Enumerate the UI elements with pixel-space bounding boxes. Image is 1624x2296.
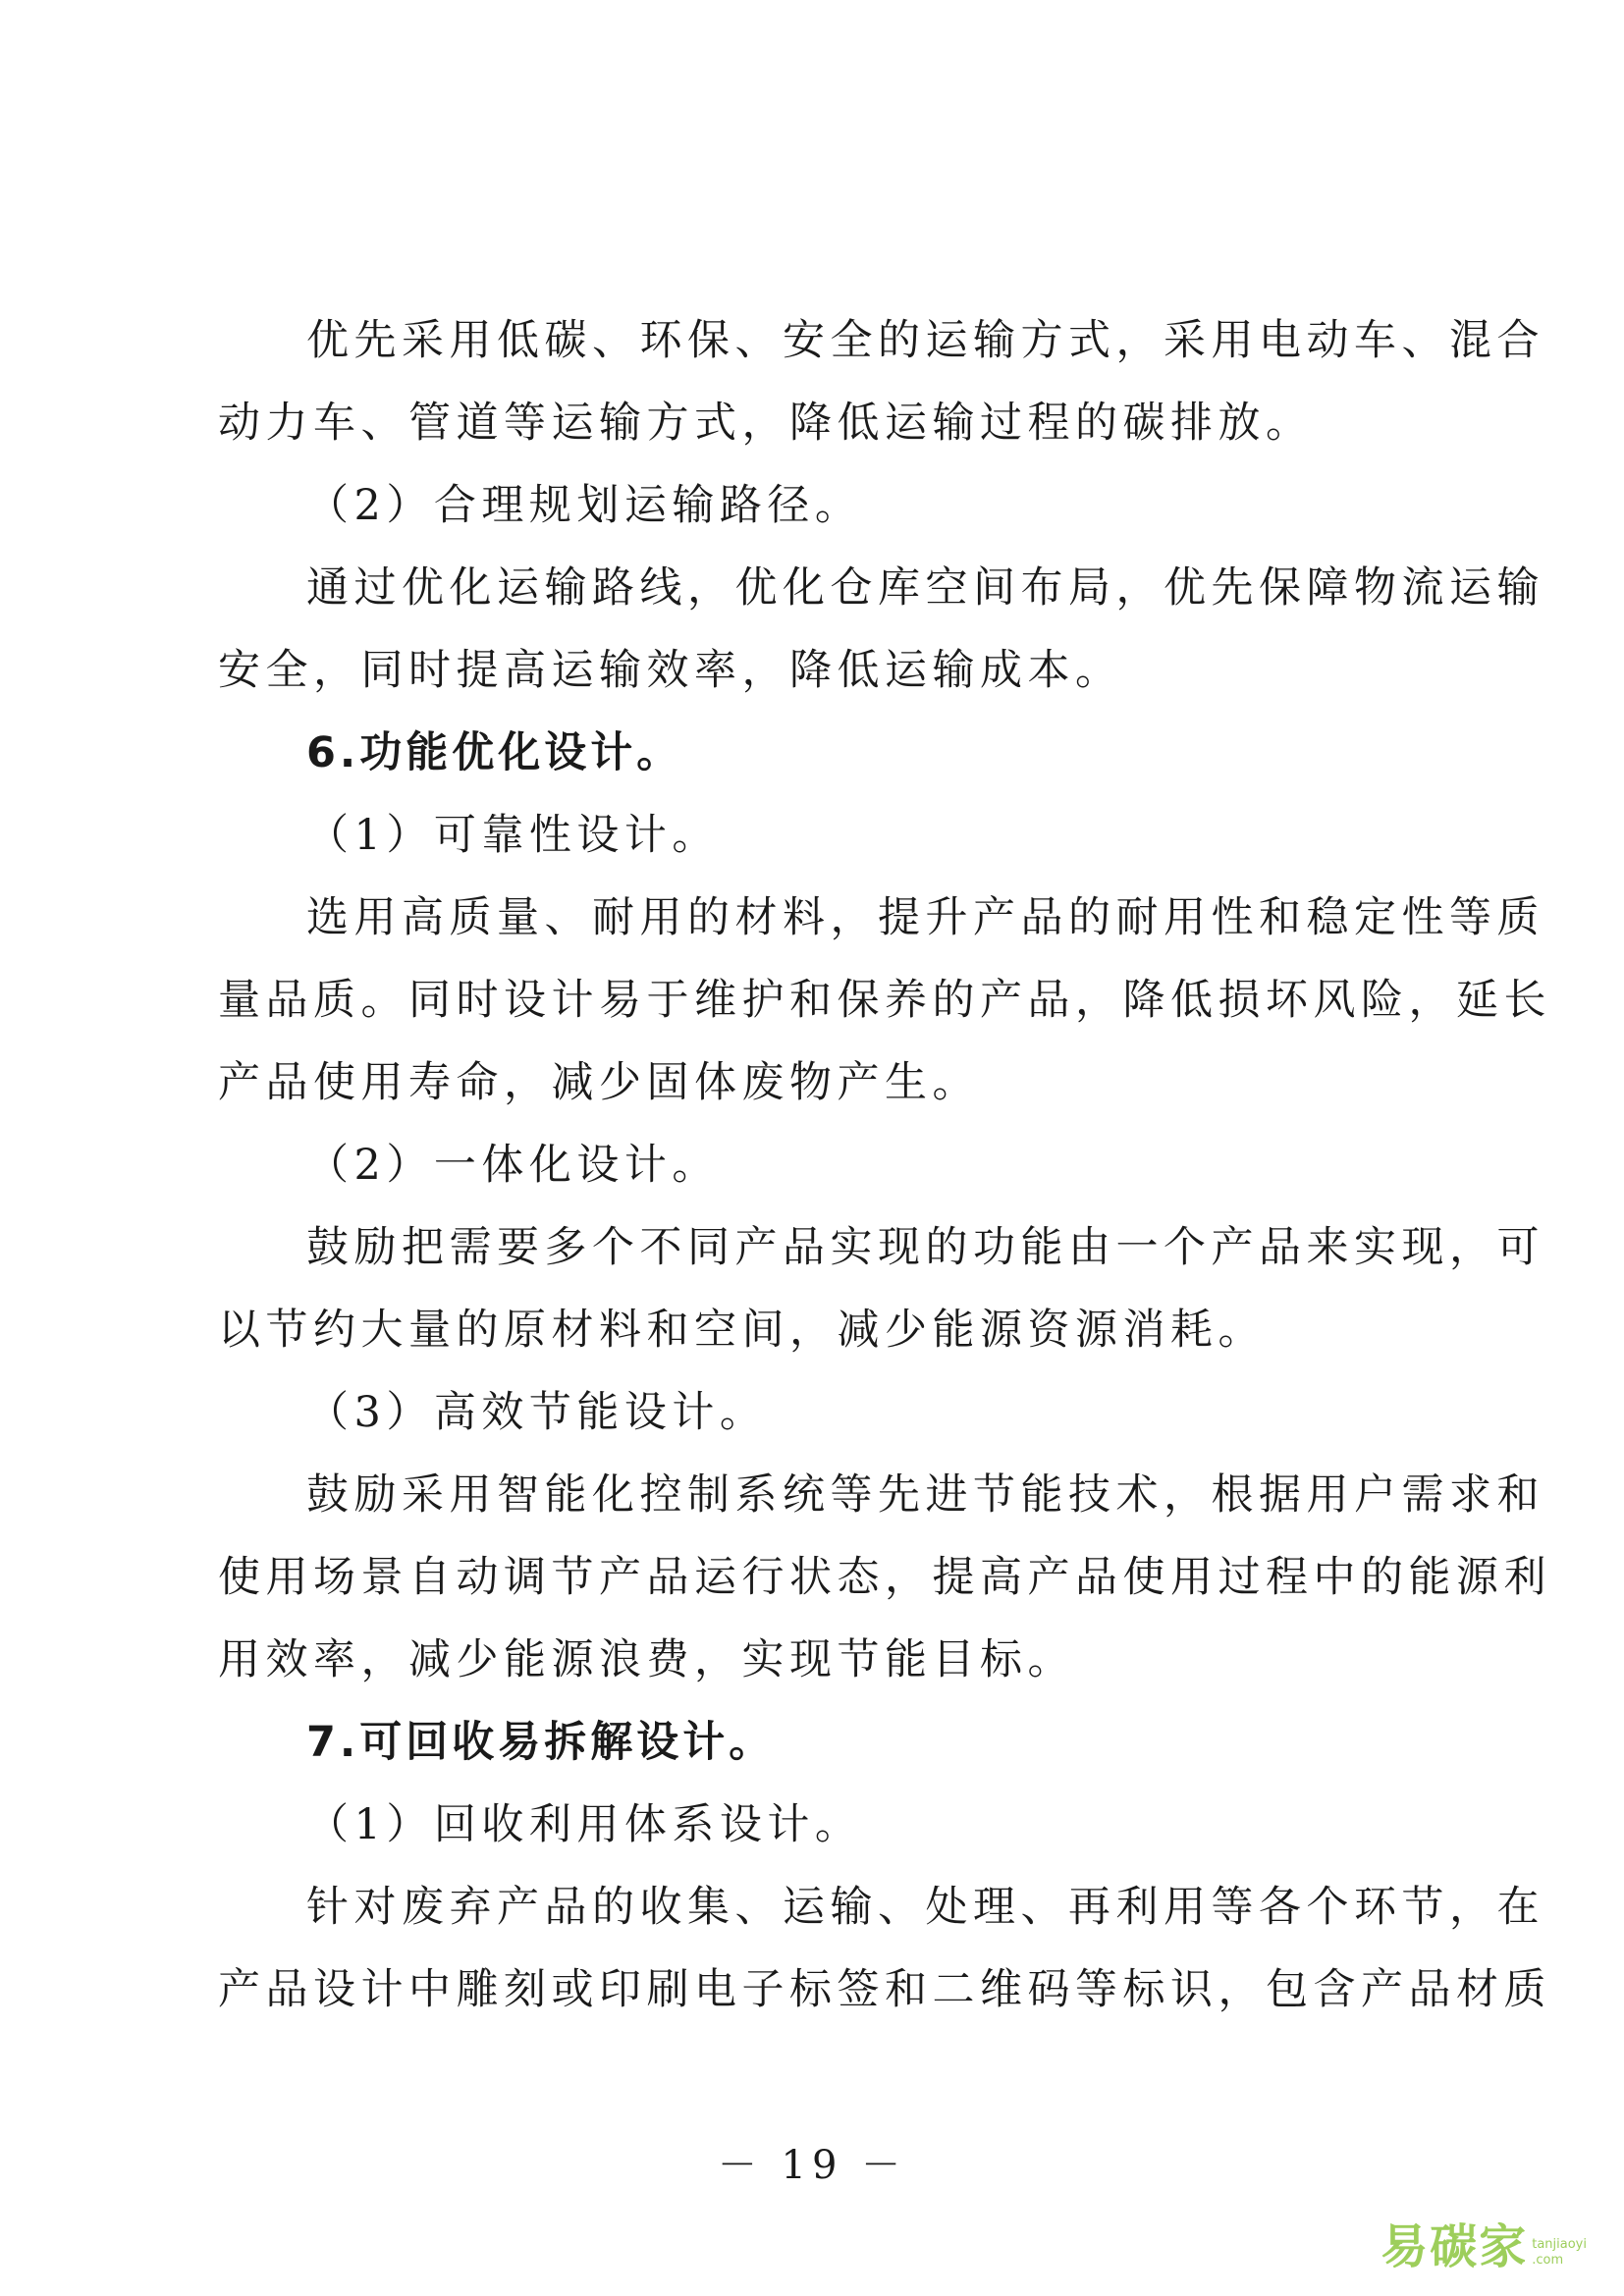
paragraph-line: 以节约大量的原材料和空间，减少能源资源消耗。 [218, 1306, 1266, 1355]
paragraph-line: 产品使用寿命，减少固体废物产生。 [218, 1058, 980, 1107]
paragraph-line: 针对废弃产品的收集、运输、处理、再利用等各个环节，在 [306, 1883, 1544, 1932]
watermark-domain [1532, 2237, 1587, 2274]
paragraph-line: 用效率，减少能源浪费，实现节能目标。 [218, 1635, 1075, 1684]
paragraph-line: 动力车、管道等运输方式，降低运输过程的碳排放。 [218, 399, 1314, 448]
page-number: － 19 － [717, 2143, 907, 2188]
subheading-line: （1）可靠性设计。 [306, 811, 720, 860]
subheading-line: （2）一体化设计。 [306, 1141, 720, 1190]
watermark-logo [1380, 2219, 1587, 2274]
section-heading: 7.可回收易拆解设计。 [306, 1718, 776, 1767]
body-text [218, 299, 1551, 2031]
paragraph-line: 优先采用低碳、环保、安全的运输方式，采用电动车、混合 [306, 316, 1544, 365]
paragraph-line: 选用高质量、耐用的材料，提升产品的耐用性和稳定性等质 [306, 893, 1544, 942]
section-heading: 6.功能优化设计。 [306, 728, 683, 777]
subheading-line: （1）回收利用体系设计。 [306, 1800, 863, 1849]
paragraph-line: 量品质。同时设计易于维护和保养的产品，降低损坏风险，延长 [218, 976, 1551, 1025]
subheading-line: （3）高效节能设计。 [306, 1388, 768, 1437]
paragraph-line: 产品设计中雕刻或印刷电子标签和二维码等标识，包含产品材质 [218, 1965, 1551, 2014]
paragraph-line: 安全，同时提高运输效率，降低运输成本。 [218, 646, 1123, 695]
watermark-domain-line2: .com [1532, 2253, 1564, 2268]
watermark-brand: 易碳家 [1380, 2219, 1529, 2274]
paragraph-line: 通过优化运输路线，优化仓库空间布局，优先保障物流运输 [306, 563, 1544, 613]
subheading-line: （2）合理规划运输路径。 [306, 481, 863, 530]
paragraph-line: 鼓励采用智能化控制系统等先进节能技术，根据用户需求和 [306, 1470, 1544, 1520]
paragraph-line: 使用场景自动调节产品运行状态，提高产品使用过程中的能源利 [218, 1553, 1551, 1602]
watermark-domain-line1: tanjiaoyi [1532, 2237, 1587, 2252]
paragraph-line: 鼓励把需要多个不同产品实现的功能由一个产品来实现，可 [306, 1223, 1544, 1272]
